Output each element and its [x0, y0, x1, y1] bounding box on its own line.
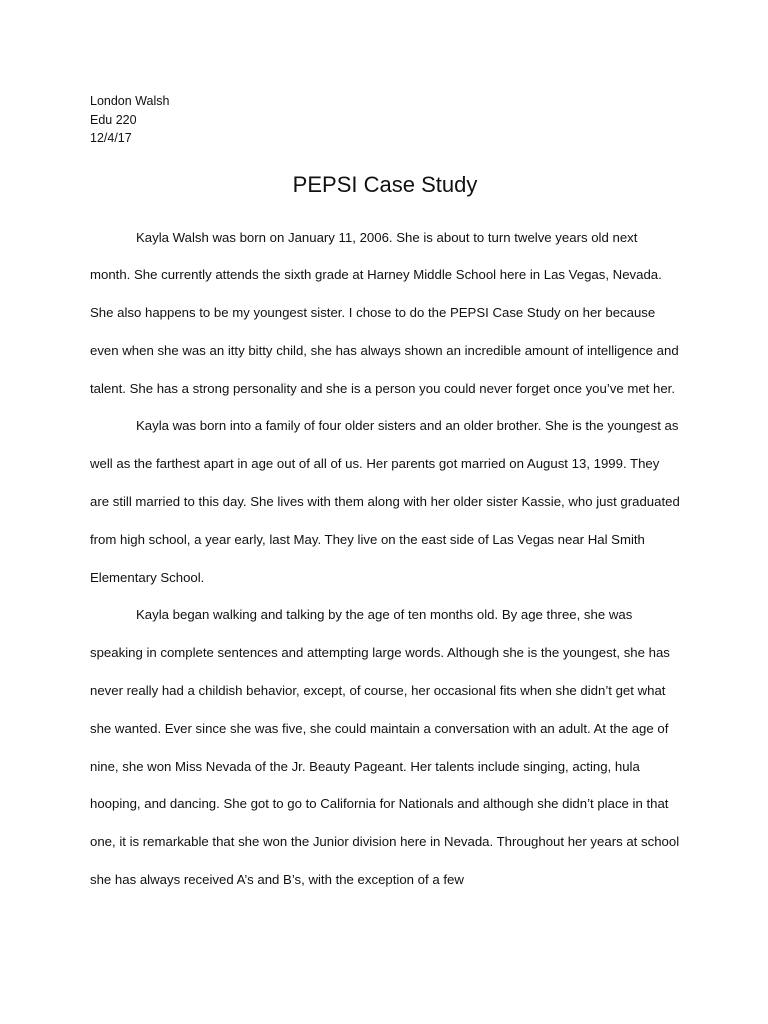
course-code: Edu 220	[90, 112, 137, 127]
author-name: London Walsh	[90, 94, 170, 108]
document-header	[90, 92, 680, 148]
paragraph-3: Kayla began walking and talking by the age of ten months old. By age three, she was speaking in complete sentences and attempting large words. Although she is the youngest, she has never really had a childish behavior, except, of course, her occasional fits when she didn’t get what she wanted. Ever since she was five, she could maintain a conversation with an adult. At the age of nine, she won Miss Nevada of the Jr. Beauty Pageant. Her talents include singing, acting, hula hooping, and dancing. She got to go to California for Nationals and although she didn’t place in that one, it is remarkable that she won the Junior division here in Nevada. Throughout her years at school she has always received A’s and B’s, with the exception of a few	[90, 607, 680, 888]
paragraph-2: Kayla was born into a family of four older sisters and an older brother. She is the youngest as well as the farthest apart in age out of all of us. Her parents got married on August 13, 1999. They are still married to this day. She lives with them along with her older sister Kassie, who just graduated from high school, a year early, last May. They live on the east side of Las Vegas near Hal Smith Elementary School.	[90, 418, 680, 585]
paragraph-1: Kayla Walsh was born on January 11, 2006. She is about to turn twelve years old next month. She currently attends the sixth grade at Harney Middle School here in Las Vegas, Nevada. She also happens to be my youngest sister. I chose to do the PEPSI Case Study on her because even when she was an itty bitty child, she has always shown an incredible amount of intelligence and talent. She has a strong personality and she is a person you could never forget once you’ve met her.	[90, 229, 679, 396]
document-body	[90, 219, 680, 899]
document-title: PEPSI Case Study	[292, 171, 478, 197]
document-date: 12/4/17	[90, 131, 132, 145]
